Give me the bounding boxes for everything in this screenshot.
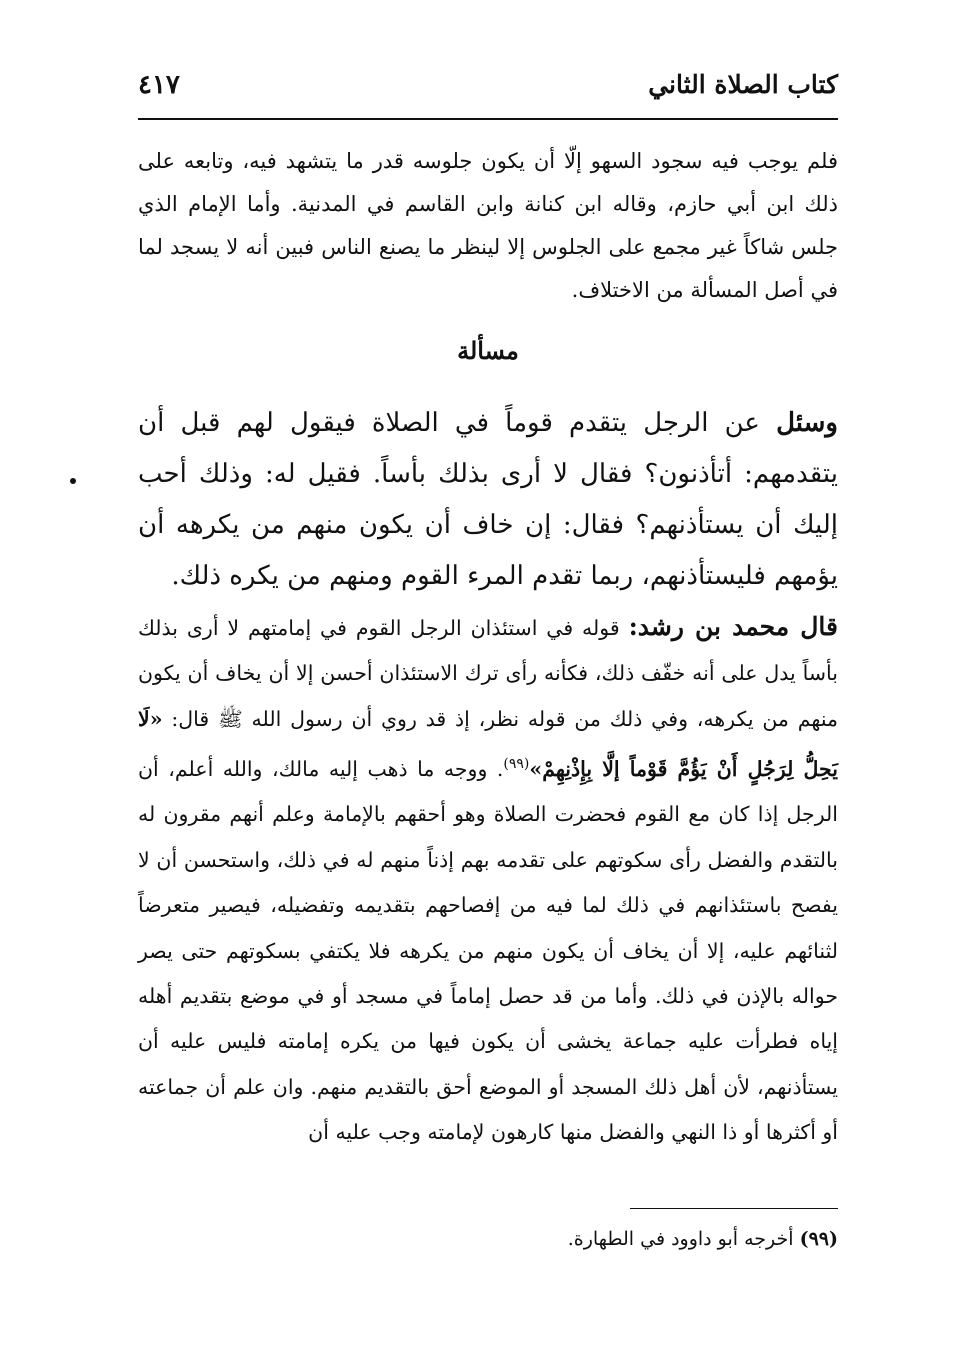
- margin-mark: [70, 478, 76, 484]
- page-number: ٤١٧: [138, 70, 180, 100]
- commentary-paragraph: [138, 604, 838, 1156]
- question-lead: وسئل: [776, 408, 838, 438]
- footnote-text: أخرجه أبو داوود في الطهارة.: [567, 1228, 794, 1250]
- question-paragraph: [138, 398, 838, 602]
- commentary-text-before: قوله في استئذان الرجل القوم في إمامتهم لا أرى بذلك بأساً يدل على أنه خفّف ذلك، فكأنه رأى ترك الاستئذان أحسن إلا أن يخاف أن يكون منهم من يكرهه، وفي ذلك من قوله نظر، إذ قد روي أن رسول الله ﷺ قال:: [138, 616, 838, 731]
- question-text: عن الرجل يتقدم قوماً في الصلاة فيقول لهم قبل أن يتقدمهم: أتأذنون؟ فقال لا أرى بذلك بأساً. فقيل له: وذلك أحب إليك أن يستأذنهم؟ فقال: إن خاف أن يكون منهم من يكرهه أن يؤمهم فليستأذنهم، ربما تقدم المرء القوم ومنهم من يكره ذلك.: [138, 408, 838, 591]
- header-divider: [138, 118, 838, 120]
- footnote: [568, 1228, 838, 1250]
- commentary-text-after: . ووجه ما ذهب إليه مالك، والله أعلم، أن الرجل إذا كان مع القوم فحضرت الصلاة وهو أحقهم بالإمامة وعلم أنهم مقرون له بالتقدم والفضل رأى سكوتهم على تقدمه بهم إذناً منهم له في ذلك، واستحسن أن لا يفصح باستئذانهم في ذلك لما فيه من إفصاحهم بتقديمه وتفضيله، فيصير متعرضاً لثنائهم عليه، إلا أن يخاف أن يكون منهم من يكرهه فلا يكتفي بسكوتهم حتى يصر حواله بالإذن في ذلك. وأما من قد حصل إماماً في مسجد أو في موضع بتقديم أهله إياه فطرأت عليه جماعة يخشى أن يكون فيها من يكره إمامته فليس عليه أن يستأذنهم، لأن أهل ذلك المسجد أو الموضع أحق بالتقديم منهم. وان علم أن جماعته أو أكثرها أو ذا النهي والفضل منها كارهون لإمامته وجب عليه أن: [138, 757, 838, 1145]
- footnote-divider: [630, 1208, 838, 1209]
- running-title: كتاب الصلاة الثاني: [648, 70, 838, 99]
- footnote-number: (٩٩): [799, 1228, 838, 1250]
- hadith-quote: «لَا يَحِلُّ لِرَجُلٍ أَنْ يَؤُمَّ قَوْماً إلَّا بِإِذْنِهِمْ»: [138, 706, 838, 782]
- paragraph-continuation: فلم يوجب فيه سجود السهو إلّا أن يكون جلوسه قدر ما يتشهد فيه، وتابعه على ذلك ابن أبي حازم، وقاله ابن كنانة وابن القاسم في المدنية. وأما الإمام الذي جلس شاكاً غير مجمع على الجلوس إلا لينظر ما يصنع الناس فبين أنه لا يسجد لما في أصل المسألة من الاختلاف.: [138, 149, 838, 302]
- section-heading: مسألة: [457, 336, 519, 365]
- page-header: [138, 62, 838, 112]
- footnote-reference: (٩٩): [503, 756, 530, 773]
- commentary-lead: قال محمد بن رشد:: [628, 612, 838, 641]
